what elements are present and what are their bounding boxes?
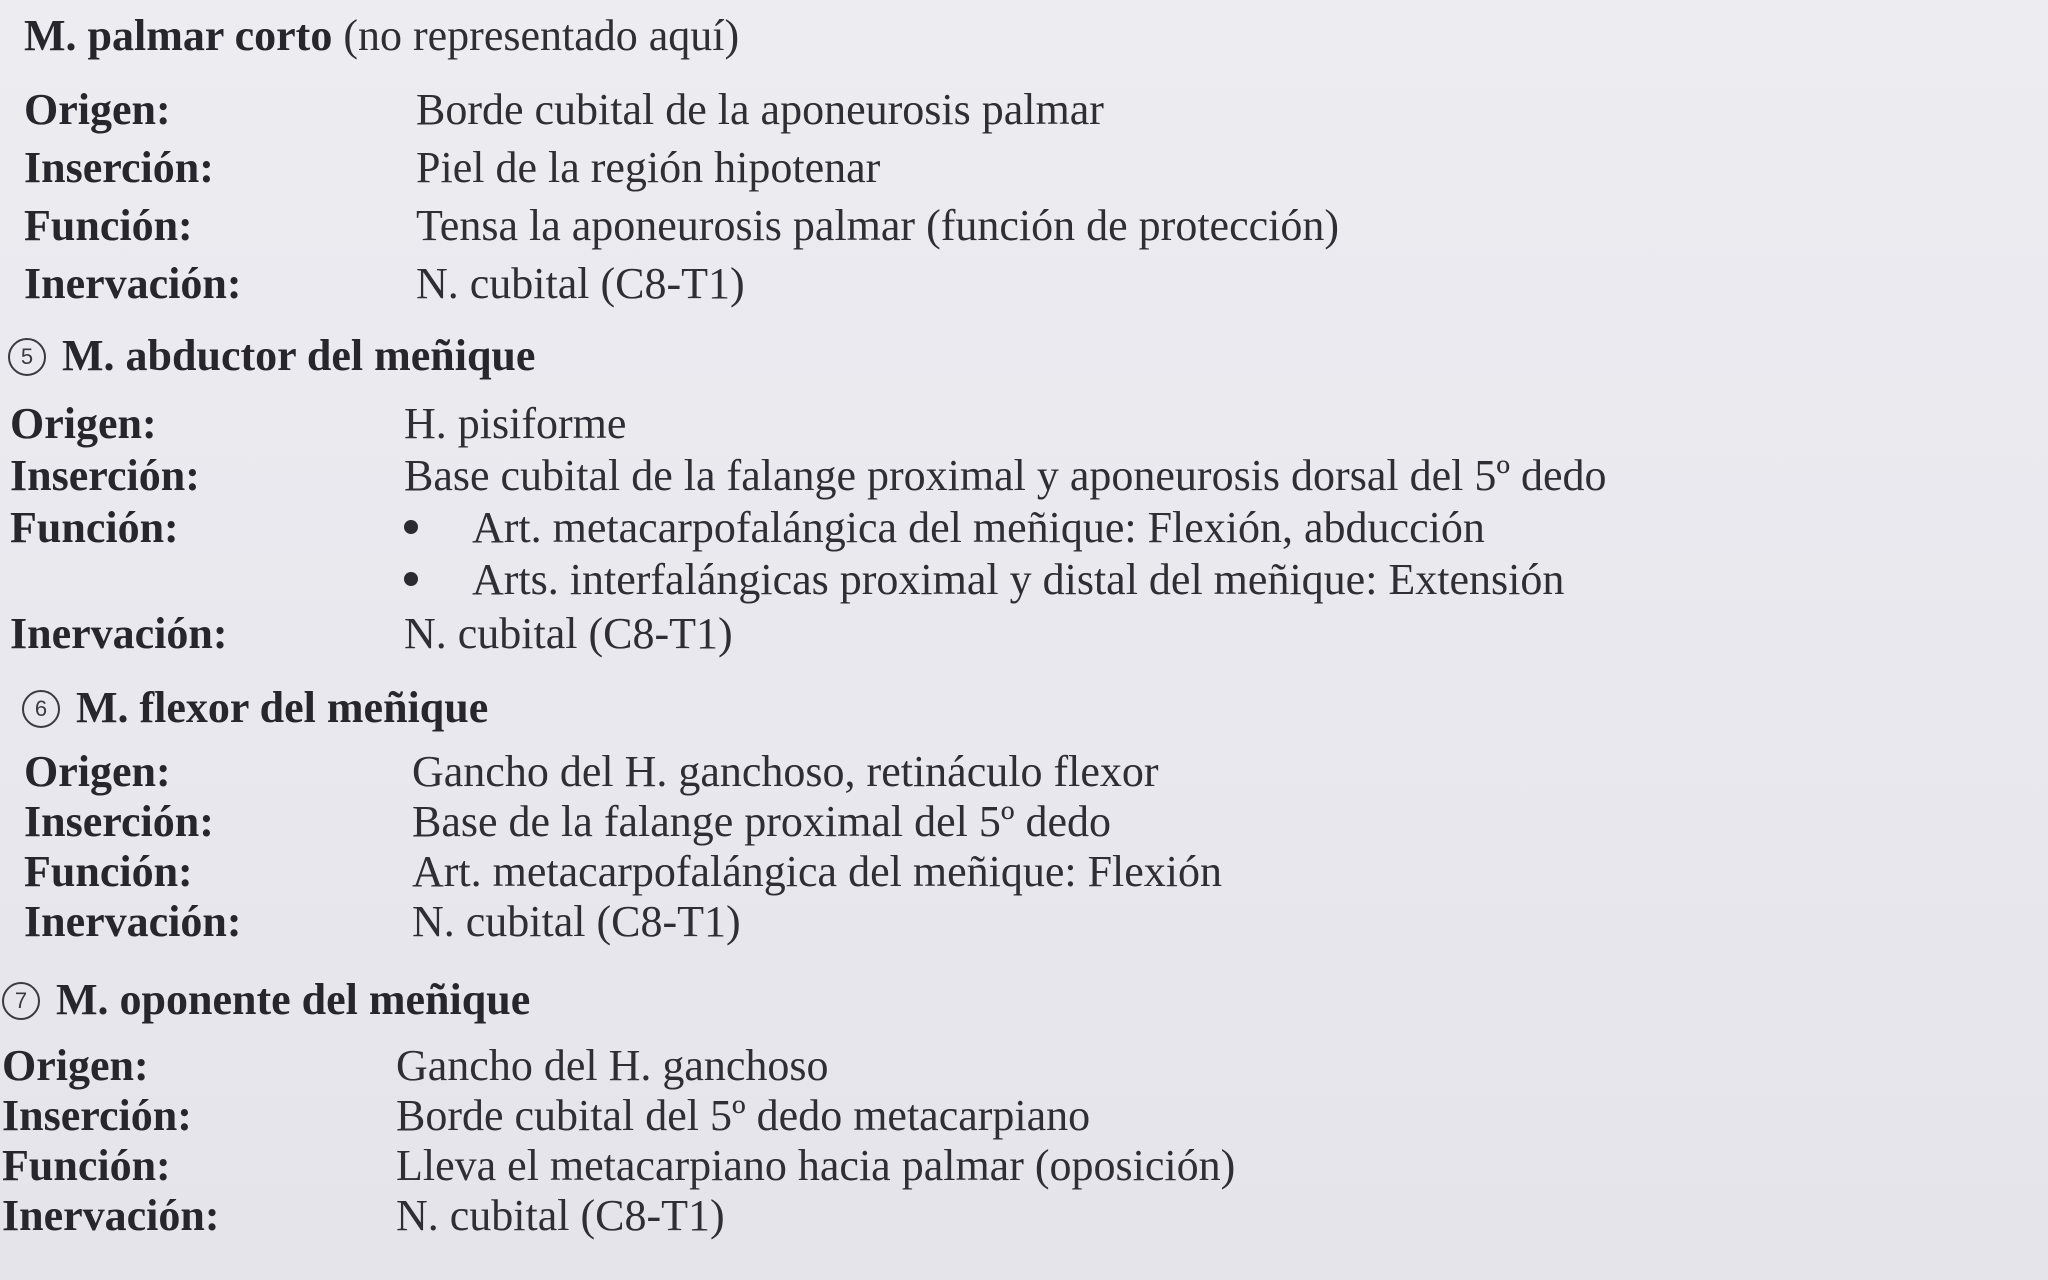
field-label-inervacion: Inervación:: [24, 897, 242, 946]
field-label-funcion: Función:: [2, 1141, 171, 1190]
field-value-funcion: Tensa la aponeurosis palmar (función de protección): [416, 201, 1340, 250]
field-value-origen: Gancho del H. ganchoso, retináculo flexor: [412, 747, 1159, 796]
section-heading-palmar-corto: [24, 10, 739, 62]
circled-number-icon: 5: [8, 338, 46, 376]
field-label-insercion: Inserción:: [24, 143, 214, 192]
field-label-origen: Origen:: [24, 85, 171, 134]
field-value-origen: Borde cubital de la aponeurosis palmar: [416, 85, 1104, 134]
bullet-icon: [404, 520, 418, 534]
field-value-funcion: Lleva el metacarpiano hacia palmar (oposición): [396, 1141, 1236, 1190]
field-label-insercion: Inserción:: [2, 1091, 192, 1140]
bullet-item: [404, 554, 1564, 606]
section-note: (no representado aquí): [343, 11, 740, 60]
field-value-funcion-2: Arts. interfalángicas proximal y distal del meñique: Extensión: [472, 555, 1565, 604]
section-heading-abductor: [8, 330, 535, 382]
cropped-next-line: [0, 1262, 2048, 1280]
field-value-insercion: Piel de la región hipotenar: [416, 143, 881, 192]
field-value-origen: H. pisiforme: [404, 399, 627, 448]
field-label-origen: Origen:: [24, 747, 171, 796]
field-label-funcion: Función:: [10, 503, 179, 552]
field-label-origen: Origen:: [2, 1041, 149, 1090]
field-value-funcion-1: Art. metacarpofalángica del meñique: Flexión, abducción: [472, 503, 1485, 552]
field-value-funcion: Art. metacarpofalángica del meñique: Flexión: [412, 847, 1223, 896]
field-value-inervacion: N. cubital (C8-T1): [412, 897, 741, 946]
field-label-origen: Origen:: [10, 399, 157, 448]
section-heading-oponente: [2, 974, 530, 1026]
field-label-inervacion: Inervación:: [10, 609, 228, 658]
field-label-insercion: Inserción:: [24, 797, 214, 846]
field-label-funcion: Función:: [24, 847, 193, 896]
field-label-insercion: Inserción:: [10, 451, 200, 500]
section-title: M. palmar corto: [24, 11, 333, 60]
section-title: M. flexor del meñique: [76, 683, 489, 732]
field-value-insercion: Base cubital de la falange proximal y aponeurosis dorsal del 5º dedo: [404, 451, 1607, 500]
bullet-item: [404, 502, 1485, 554]
field-value-insercion: Base de la falange proximal del 5º dedo: [412, 797, 1112, 846]
field-label-inervacion: Inervación:: [24, 259, 242, 308]
field-value-inervacion: N. cubital (C8-T1): [416, 259, 745, 308]
section-title: M. oponente del meñique: [56, 975, 531, 1024]
field-label-inervacion: Inervación:: [2, 1191, 220, 1240]
circled-number-icon: 7: [2, 982, 40, 1020]
field-value-origen: Gancho del H. ganchoso: [396, 1041, 829, 1090]
section-heading-flexor: [22, 682, 488, 734]
field-value-inervacion: N. cubital (C8-T1): [396, 1191, 725, 1240]
section-title: M. abductor del meñique: [62, 331, 536, 380]
field-label-funcion: Función:: [24, 201, 193, 250]
circled-number-icon: 6: [22, 690, 60, 728]
bullet-icon: [404, 572, 418, 586]
field-value-insercion: Borde cubital del 5º dedo metacarpiano: [396, 1091, 1091, 1140]
field-value-inervacion: N. cubital (C8-T1): [404, 609, 733, 658]
